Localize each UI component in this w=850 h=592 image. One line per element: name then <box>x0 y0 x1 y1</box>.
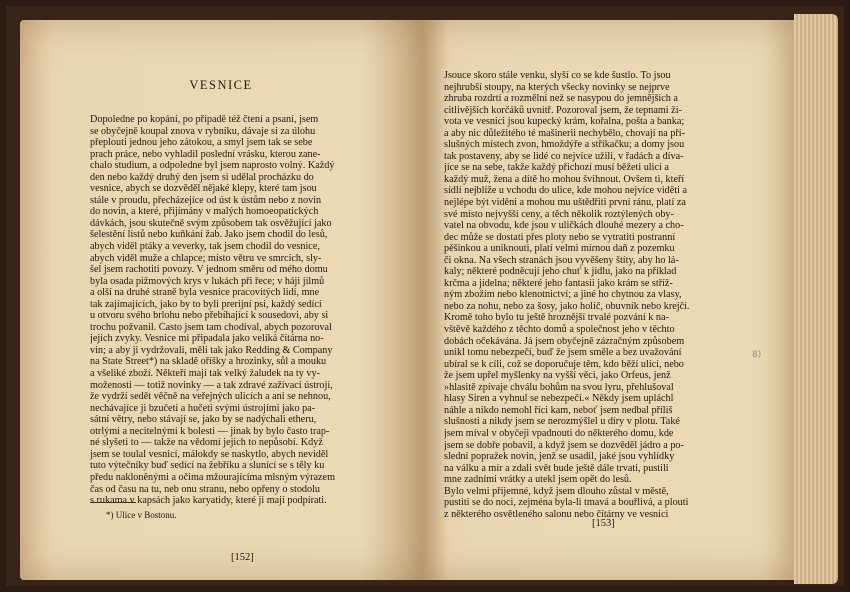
text-line: šel jsem rachotiti povozy. V jednom směru od mého domu <box>90 264 328 276</box>
text-line: šelestění listů nebo kuňkání žab. Jako jsem chodil do lesů, <box>90 229 328 241</box>
text-line: z některého osvětleného salonu nebo čítárny ve vesnici <box>444 508 669 520</box>
text-line: krčma a jídelna; některé jeho fantasii jako krám se stříž- <box>444 277 673 289</box>
text-line: předu nakloněnými a očima mžourajícíma mlsným výrazem <box>90 471 335 483</box>
text-line: jsem se dobře pobavil, a když jsem se dozvěděl jádro a po- <box>444 439 684 451</box>
text-line: »hlasitě zpívaje chválu bohům na svou lyru, přehlušoval <box>444 381 674 393</box>
text-line: dobách očekávána. Já jsem obyčejně zázračným způsobem <box>444 335 685 347</box>
text-line: že vydrží sedět věčně na veřejných ulicích a ani se nehnou, <box>90 391 331 403</box>
text-line: abych viděl ptáky a veverky, tak jsem chodil do vesnice, <box>90 241 320 253</box>
page-number-right: [153] <box>592 518 615 529</box>
text-line: tak postaveny, aby se lidé co nejvíce užili, v řadách a díva- <box>444 150 684 162</box>
page-number-left: [152] <box>231 552 254 563</box>
text-line: mne zadními vrátky a utekl jsem opět do lesů. <box>444 474 632 486</box>
text-line: jíce se na sebe, takže každý přichozí musí běžeti ulicí a <box>444 162 669 174</box>
text-line: moženosti — totiž novinky — a tak zdravé zažívací ústrojí, <box>90 379 333 391</box>
text-line: že jsem upřel myšlenky na vyšší věci, jako Orfeus, jenž <box>444 370 671 382</box>
text-line: a aby nic důležitého té mašinerii nechybělo, chovají na pří- <box>444 127 686 139</box>
text-line: vota ve vesnici jsou kupecký krám, kořalna, pošta a banka; <box>444 116 685 128</box>
text-line: prach práce, nebo vyhladil poslední vrásku, kterou zane- <box>90 148 321 160</box>
text-line: Bylo velmi příjemné, když jsem dlouho zůstal v městě, <box>444 485 669 497</box>
open-book <box>6 6 844 586</box>
text-line: ubíral se k cíli, což se doporučuje těm, kdo běží ulicí, nebo <box>444 358 684 370</box>
text-line: den nebo každý druhý den jsem si udělal procházku do <box>90 171 314 183</box>
text-line: chalo studium, a odpoledne byl jsem naprosto volný. Každý <box>90 160 335 172</box>
text-line: jsem se toulal vesnicí, málokdy se naskytlo, abych neviděl <box>90 448 329 460</box>
text-line: abych viděl muže a chlapce; místo větru ve smrcích, sly- <box>90 252 322 264</box>
text-line: kaly; některé podněcují jeho chuť k jídlu, jako na příklad <box>444 266 677 278</box>
text-line: unikl tomu nebezpečí, buď že jsem směle a bez uvažování <box>444 347 682 359</box>
text-line: slušnosti a nikdy jsem se nerozmýšlel u díry v plotu. Také <box>444 416 680 428</box>
text-line: trochu požvanil. Často jsem tam chodíval, abych pozoroval <box>90 321 332 333</box>
text-line: né slyšeti to — takže na vědomí jejich to nepůsobí. Když <box>90 437 323 449</box>
text-line: na válku a mír a zdali svět bude ještě dále trvati, pustili <box>444 462 669 474</box>
text-line: své místo nejvyšší ceny, a těch několik roztýlených oby- <box>444 208 674 220</box>
right-page <box>422 20 794 580</box>
text-line: byla osada pižmových krys v lukách při řece; v háji jilmů <box>90 275 325 287</box>
text-line: se obyčejně koupal znova v rybníku, dávaje si za úlohu <box>90 125 316 137</box>
text-line: slušných místech zvon, hmoždýře a stříkačku; a domy jsou <box>444 139 685 151</box>
right-page-body <box>444 70 737 520</box>
text-line: otrlými a necitelnými k bolesti — jinak by bylo často trap- <box>90 425 330 437</box>
text-line: tuto výtečníky buď sedící na žebříku a slunící se s těly ku <box>90 460 325 472</box>
text-line: pustiti se do noci, zejména byla-li tmavá a bouřlivá, a plouti <box>444 497 689 509</box>
text-line: Jsouce skoro stále venku, slyší co se kde šustlo. To jsou <box>444 70 671 81</box>
text-line: vin; a aby ji vydržovali, měli tak jako Redding & Company <box>90 344 333 356</box>
text-line: a olší na druhé straně byla vesnice pracovitých lidí, mne <box>90 287 320 299</box>
page-edges <box>794 14 838 584</box>
text-line: dec může se dostati přes ploty nebo se vytratiti postranní <box>444 231 676 243</box>
text-line: vštěvě každého z těchto domů a společnost jeho v těchto <box>444 324 675 336</box>
text-line: ným zbožím nebo klenotnictví; a jiné ho chytnou za vlasy, <box>444 289 682 301</box>
text-line: vesnice, abych se dozvěděl nějaké klepy, které tam jsou <box>90 183 317 195</box>
text-line: nebo za nohu, nebo za šosy, jako holič, obuvník nebo krejčí. <box>444 300 690 312</box>
left-page <box>20 20 422 580</box>
text-line: nejlépe být viděni a mohou mu uštědřiti první ránu, platí za <box>444 197 686 209</box>
text-line: u otvoru svého brlohu nebo přebíhající k sousedovi, aby si <box>90 310 329 322</box>
text-line: a všeliké zboží. Někteří mají tak velký žaludek na ty vy- <box>90 368 320 380</box>
text-line: dávkách, jsou skutečně svým způsobem tak osvěžující jako <box>90 217 332 229</box>
text-line: náhle a nikdo nemohl říci kam, neboť jsem nedbal příliš <box>444 404 673 416</box>
text-line: čas od času na tu, neb onu stranu, nebo opřeny o stodolu <box>90 483 321 495</box>
pencil-margin-mark: 8) <box>752 350 762 360</box>
text-line: přeplouti jednou jeho zátokou, a smyl jsem tak se sebe <box>90 137 313 149</box>
text-line: slední popražek novin, jenž se usadil, jaké jsou vyhlídky <box>444 451 675 463</box>
footnote-rule <box>90 502 136 503</box>
text-line: či okna. Na všech stranách jsou vyvěšeny štíty, aby ho lá- <box>444 254 679 266</box>
text-line: nechávajíce ji bzučeti a hučeti svými ústrojími jako pa- <box>90 402 316 414</box>
text-line: citlivějších korčáků uvnitř. Pozoroval jsem, že tepnami ži- <box>444 104 682 116</box>
text-line: sídlí nejblíže u vchodu do ulice, kde mohou nejvíce viděti a <box>444 185 688 197</box>
text-line: každý muž, žena a dítě ho mohou švihnout. Ovšem ti, kteří <box>444 173 685 185</box>
text-line: stále v proudu, přecházejíce od úst k ústům nebo z novin <box>90 194 322 206</box>
text-line: na State Street*) na skladě oříšky a hrozinky, sůl a mouku <box>90 356 327 368</box>
text-line: hlasy Siren a vyhnul se nebezpečí.« Někdy jsem upláchl <box>444 393 674 405</box>
text-line: vatel na obvodu, kde jsou v uličkách dlouhé mezery a cho- <box>444 220 684 232</box>
text-line: s rukama v kapsách jako karyatidy, které ji mají podpírati. <box>90 495 327 507</box>
footnote: *) Ulice v Bostonu. <box>106 510 177 520</box>
text-line: jsem míval v obyčeji vpadnouti do některého domu, kde <box>444 427 674 439</box>
left-page-body <box>90 114 380 507</box>
text-line: nejhrubší stoupy, na kterých všecky novinky se nejprve <box>444 81 670 93</box>
text-line: sátní větry, nebo stávají se, jako by se nadýchali etheru, <box>90 414 317 426</box>
text-line: jejich zvyky. Vesnice mi připadala jako veliká čítárna no- <box>90 333 324 345</box>
text-line: Dopoledne po kopání, po případě též čtení a psaní, jsem <box>90 114 319 125</box>
chapter-title: VESNICE <box>189 78 253 92</box>
text-line: tak zajímajících, jako by to byli prerijní psi, každý sedící <box>90 298 322 310</box>
text-line: pěšinkou a uniknouti, platí velmi mírnou daň z pozemku <box>444 243 675 255</box>
text-line: Kromě toho bylo tu ještě hroznější trvalé pozvání k na- <box>444 312 669 324</box>
text-line: zhruba rozdrtí a rozmělní než se nasypou do jemnějších a <box>444 93 678 105</box>
text-line: do novin, a které, přijímány v malých homoeopatických <box>90 206 319 218</box>
